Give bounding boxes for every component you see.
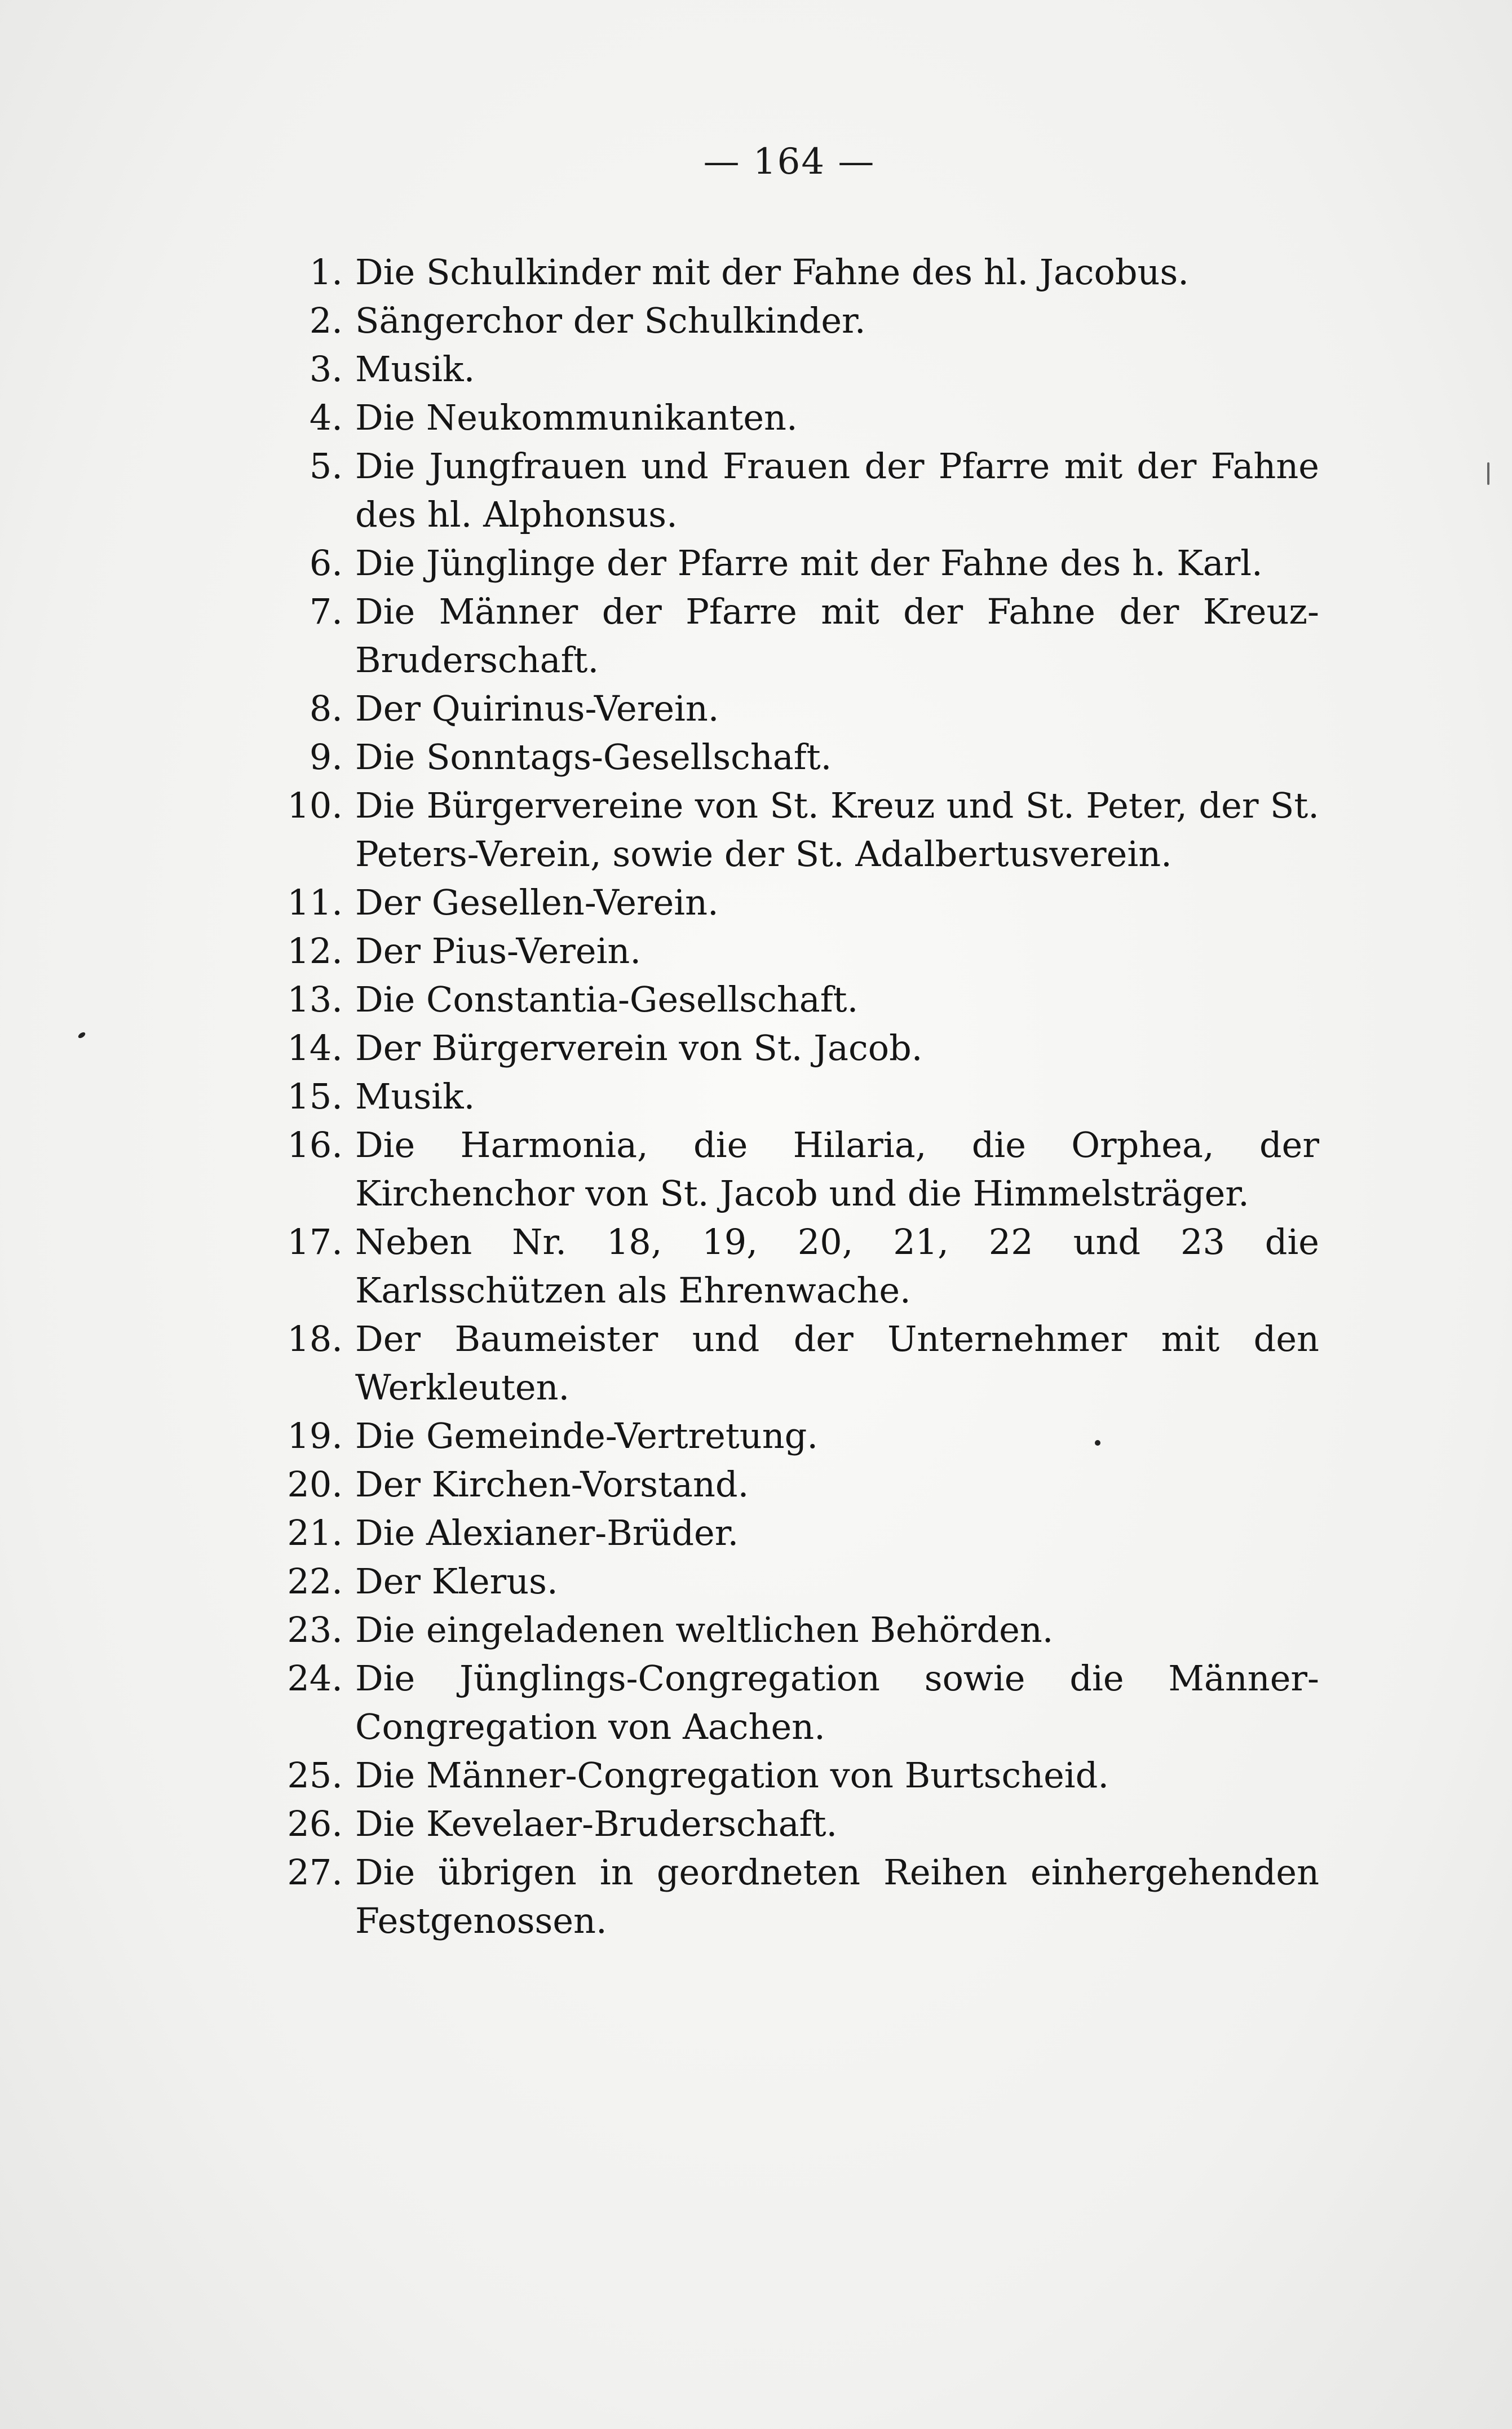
item-number: 3. xyxy=(309,348,343,390)
list-item xyxy=(259,1460,1319,1509)
list-item xyxy=(259,1218,1319,1315)
item-number: 8. xyxy=(309,688,343,729)
item-text: Die übrigen in geordneten Reihen einhergehenden Festgenossen. xyxy=(355,1852,1319,1941)
list-item xyxy=(259,442,1319,539)
page-number: — 164 — xyxy=(703,141,876,183)
item-number: 12. xyxy=(287,930,343,971)
item-number: 1. xyxy=(309,251,343,293)
item-number: 19. xyxy=(287,1415,343,1456)
list-item xyxy=(259,927,1319,975)
item-number: 22. xyxy=(287,1561,343,1602)
list-item xyxy=(259,1654,1319,1751)
list-item xyxy=(259,1412,1319,1460)
item-text: Die Männer der Pfarre mit der Fahne der Kreuz-Bruderschaft. xyxy=(355,591,1319,681)
list-item xyxy=(259,1751,1319,1800)
list-item xyxy=(259,1606,1319,1654)
list-item xyxy=(259,975,1319,1024)
ink-speck xyxy=(1095,1440,1100,1446)
item-number: 21. xyxy=(287,1512,343,1553)
item-number: 27. xyxy=(287,1852,343,1893)
item-number: 16. xyxy=(287,1124,343,1165)
item-text: Der Pius-Verein. xyxy=(355,930,642,971)
item-number: 18. xyxy=(287,1318,343,1359)
item-number: 6. xyxy=(309,542,343,584)
list-item xyxy=(259,394,1319,442)
item-text: Musik. xyxy=(355,1076,475,1117)
item-text: Sängerchor der Schulkinder. xyxy=(355,300,866,341)
procession-order-list xyxy=(259,248,1319,1945)
item-number: 17. xyxy=(287,1221,343,1262)
item-text: Die Harmonia, die Hilaria, die Orphea, der Kirchenchor von St. Jacob und die Himmelsträger. xyxy=(355,1124,1319,1214)
item-text: Die Jünglinge der Pfarre mit der Fahne des h. Karl. xyxy=(355,542,1263,584)
item-text: Der Kirchen-Vorstand. xyxy=(355,1464,749,1505)
item-number: 5. xyxy=(309,445,343,487)
list-item xyxy=(259,539,1319,588)
item-text: Der Klerus. xyxy=(355,1561,558,1602)
item-text: Neben Nr. 18, 19, 20, 21, 22 und 23 die Karlsschützen als Ehrenwache. xyxy=(355,1221,1319,1311)
item-number: 25. xyxy=(287,1755,343,1796)
list-item xyxy=(259,345,1319,394)
item-number: 7. xyxy=(309,591,343,632)
item-text: Die Constantia-Gesellschaft. xyxy=(355,979,859,1020)
item-number: 11. xyxy=(287,882,343,923)
item-number: 23. xyxy=(287,1609,343,1650)
item-number: 20. xyxy=(287,1464,343,1505)
item-text: Die Jungfrauen und Frauen der Pfarre mit der Fahne des hl. Alphonsus. xyxy=(355,445,1319,535)
ink-speck xyxy=(1487,462,1489,485)
item-number: 26. xyxy=(287,1803,343,1844)
list-item xyxy=(259,878,1319,927)
item-text: Die Alexianer-Brüder. xyxy=(355,1512,739,1553)
item-text: Die eingeladenen weltlichen Behörden. xyxy=(355,1609,1054,1650)
item-text: Die Sonntags-Gesellschaft. xyxy=(355,736,832,778)
item-number: 9. xyxy=(309,736,343,778)
item-text: Die Männer-Congregation von Burtscheid. xyxy=(355,1755,1109,1796)
item-number: 4. xyxy=(309,397,343,438)
list-item xyxy=(259,297,1319,345)
list-item xyxy=(259,1024,1319,1072)
item-text: Der Gesellen-Verein. xyxy=(355,882,719,923)
item-text: Der Baumeister und der Unternehmer mit den Werkleuten. xyxy=(355,1318,1319,1408)
item-text: Die Jünglings-Congregation sowie die Männer-Congregation von Aachen. xyxy=(355,1658,1319,1747)
list-item xyxy=(259,781,1319,878)
item-text: Der Bürgerverein von St. Jacob. xyxy=(355,1027,923,1068)
item-number: 14. xyxy=(287,1027,343,1068)
item-text: Die Bürgervereine von St. Kreuz und St. Peter, der St. Peters-Verein, sowie der St. Adalbertusverein. xyxy=(355,785,1319,875)
item-text: Die Schulkinder mit der Fahne des hl. Jacobus. xyxy=(355,251,1189,293)
list-item xyxy=(259,1509,1319,1557)
list-item xyxy=(259,248,1319,297)
list-item xyxy=(259,684,1319,733)
list-item xyxy=(259,1315,1319,1412)
list-item xyxy=(259,1800,1319,1848)
item-text: Der Quirinus-Verein. xyxy=(355,688,719,729)
list-item xyxy=(259,588,1319,684)
item-number: 13. xyxy=(287,979,343,1020)
item-number: 2. xyxy=(309,300,343,341)
ink-speck xyxy=(77,1031,86,1040)
item-number: 24. xyxy=(287,1658,343,1699)
list-item xyxy=(259,1121,1319,1218)
item-text: Die Kevelaer-Bruderschaft. xyxy=(355,1803,838,1844)
item-number: 15. xyxy=(287,1076,343,1117)
list-item xyxy=(259,1072,1319,1121)
item-text: Musik. xyxy=(355,348,475,390)
list-item xyxy=(259,1848,1319,1945)
item-text: Die Neukommunikanten. xyxy=(355,397,798,438)
list-item xyxy=(259,733,1319,781)
item-text: Die Gemeinde-Vertretung. xyxy=(355,1415,819,1456)
item-number: 10. xyxy=(287,785,343,826)
list-item xyxy=(259,1557,1319,1606)
